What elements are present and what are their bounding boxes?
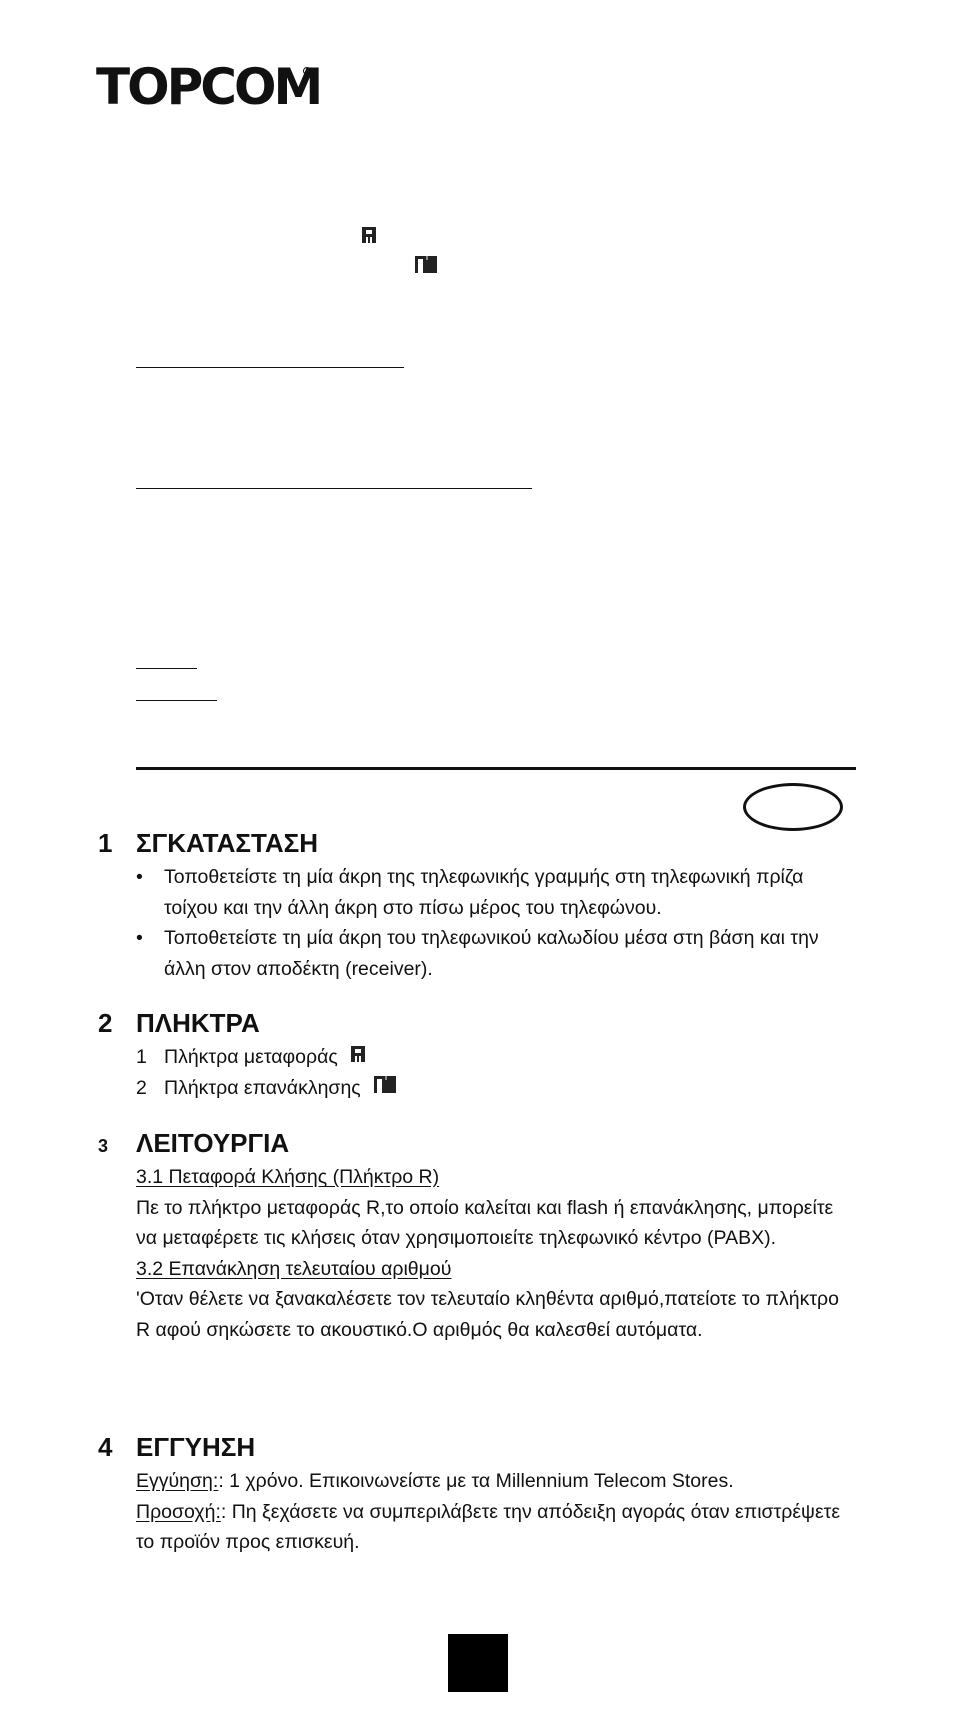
paragraph <box>136 1497 858 1558</box>
item-label: Πλήκτρα επανάκλησης <box>164 1076 361 1099</box>
blank-line <box>136 488 532 489</box>
section-number: 4 <box>98 1432 113 1462</box>
oval-marker <box>743 783 843 831</box>
subsection-heading: 3.2 Επανάκληση τελευταίου αριθμού <box>136 1257 452 1280</box>
item-number: 1 <box>136 1046 147 1068</box>
paragraph: Πε το πλήκτρο μεταφοράς R,το οποίο καλείται και flash ή επανάκλησης, μπορείτε να μεταφέρετε τις κλήσεις όταν χρησιμοποιείτε τηλεφωνικό κέντρο (PABX). <box>136 1196 834 1249</box>
warranty-text: : 1 χρόνο. Επικοινωνείστε με τα Millennium Telecom Stores. <box>218 1470 734 1492</box>
r-key-icon <box>350 1042 366 1073</box>
section-title: ΕΓΓΥΗΣΗ <box>136 1432 256 1462</box>
section-number: 1 <box>98 828 113 858</box>
svg-text:TOPCOM: TOPCOM <box>96 58 321 114</box>
caution-label: Προσοχή: <box>136 1500 221 1523</box>
warranty-label: Εγγύηση: <box>136 1470 219 1492</box>
section-number: 2 <box>98 1008 113 1038</box>
paragraph <box>136 1466 858 1497</box>
list-item <box>136 1073 858 1104</box>
section-title: ΠΛΗΚΤΡΑ <box>136 1008 260 1038</box>
subsection-heading: 3.1 Πεταφορά Κλήσης (Πλήκτρο R) <box>136 1166 440 1188</box>
redial-key-icon <box>414 254 438 279</box>
item-number: 2 <box>136 1076 147 1099</box>
blank-line <box>136 668 197 669</box>
section-warranty <box>98 1432 858 1558</box>
list-item: • Τοποθετείστε τη μία άκρη της τηλεφωνικής γραμμής στη τηλεφωνική πρίζα τοίχου και την άλλη άκρη στο πίσω μέρος του τηλεφώνου. <box>136 862 858 923</box>
section-operation <box>98 1128 858 1345</box>
section-number: 3 <box>98 1136 109 1156</box>
redial-key-icon <box>373 1073 397 1104</box>
page-marker <box>448 1634 508 1692</box>
item-label: Πλήκτρα μεταφοράς <box>164 1046 338 1068</box>
section-title: ΛΕΙΤΟΥΡΓΙΑ <box>136 1128 290 1158</box>
divider <box>136 767 856 770</box>
section-title: ΣΓΚΑΤΑΣΤΑΣΗ <box>136 828 319 858</box>
blank-line <box>136 700 217 701</box>
caution-text: : Πη ξεχάσετε να συμπεριλάβετε την απόδειξη αγοράς όταν επιστρέψετε το προϊόν προς επισκευή. <box>136 1500 841 1553</box>
paragraph: 'Οταν θέλετε να ξανακαλέσετε τον τελευταίο κληθέντα αριθμό,πατείοτε το πλήκτρο R αφού σηκώσετε το ακουστικό.Ο αριθμός θα καλεσθεί αυτόματα. <box>136 1288 839 1341</box>
topcom-logo <box>96 58 326 114</box>
r-key-icon <box>361 226 377 249</box>
list-item: • Τοποθετείστε τη μία άκρη του τηλεφωνικού καλωδίου μέσα στη βάση και την άλλη στον αποδέκτη (receiver). <box>136 923 858 984</box>
list-item <box>136 1042 858 1073</box>
section-installation <box>98 828 858 984</box>
blank-line <box>136 367 404 368</box>
section-keys <box>98 1008 858 1103</box>
